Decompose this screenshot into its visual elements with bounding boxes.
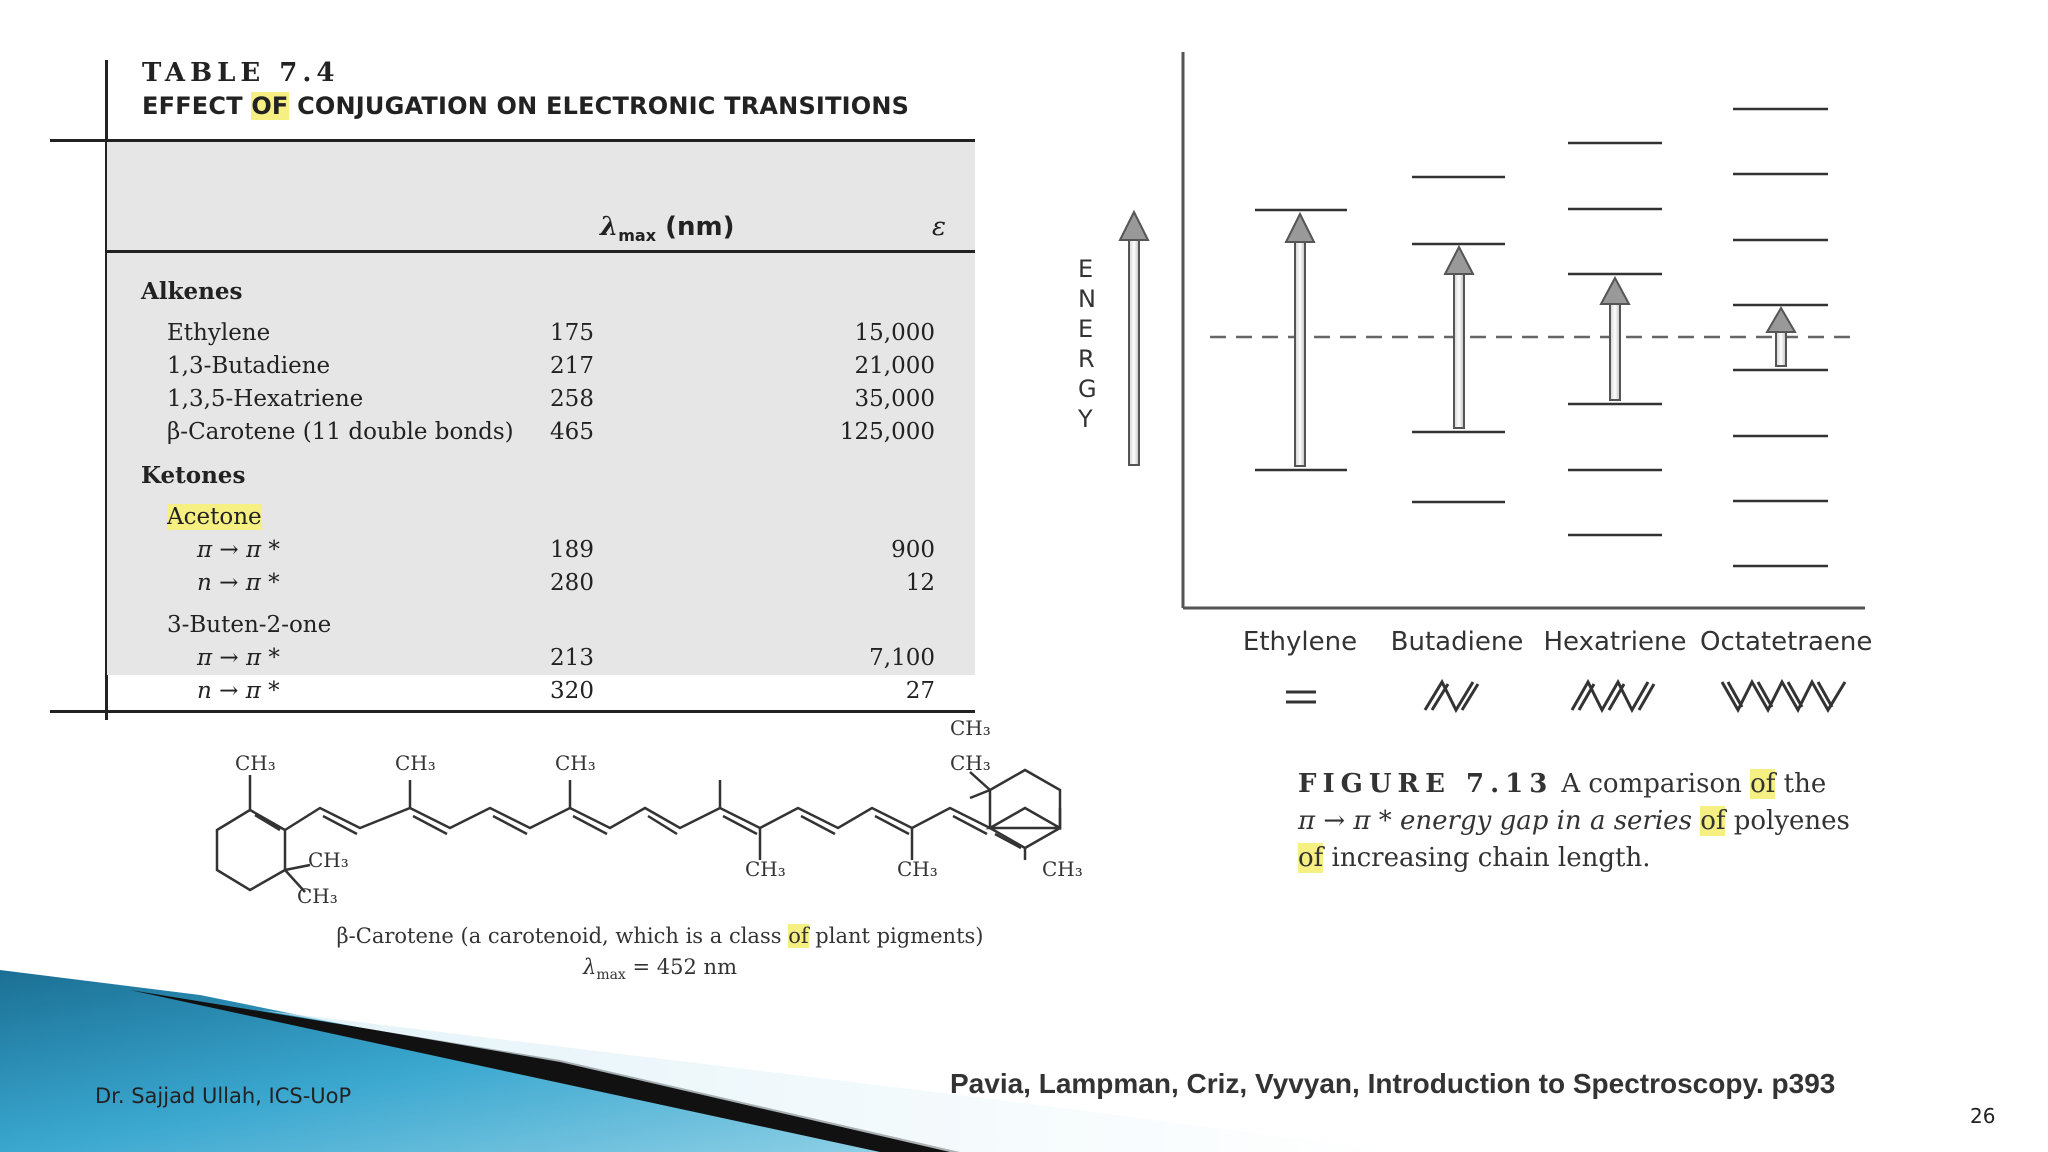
polyene-structures bbox=[1260, 670, 1900, 730]
compound-name: Ethylene bbox=[167, 320, 271, 346]
polyene-chain bbox=[285, 808, 990, 830]
group-alkenes bbox=[107, 278, 975, 310]
octatetraene-structure bbox=[1722, 682, 1845, 710]
caption-highlight: of bbox=[1298, 843, 1324, 873]
lambda-subscript: max bbox=[596, 967, 626, 984]
caption-text: polyenes bbox=[1725, 806, 1850, 836]
table-title bbox=[142, 92, 909, 120]
butadiene-levels bbox=[1412, 177, 1505, 502]
table-row bbox=[107, 612, 975, 644]
table-row bbox=[107, 678, 975, 710]
epsilon-value: 12 bbox=[905, 570, 935, 596]
energy-axis-arrow bbox=[1120, 212, 1148, 465]
table-row bbox=[107, 645, 975, 675]
transition-name: n → π * bbox=[197, 678, 280, 704]
lambda-value: 258 bbox=[550, 386, 594, 412]
table-row bbox=[107, 386, 975, 418]
table-row bbox=[107, 419, 975, 451]
epsilon-value: 15,000 bbox=[854, 320, 935, 346]
lambda-value: 213 bbox=[550, 645, 594, 671]
compound-name: 1,3,5-Hexatriene bbox=[167, 386, 364, 412]
compound-name: 1,3-Butadiene bbox=[167, 353, 331, 379]
energy-axis-letter: N bbox=[1078, 285, 1096, 313]
lambda-value: 465 bbox=[550, 419, 594, 445]
epsilon-value: 27 bbox=[905, 678, 935, 704]
table-row bbox=[107, 353, 975, 385]
methyl-label: CH₃ bbox=[1042, 857, 1083, 881]
carotene-caption bbox=[280, 924, 1040, 948]
methyl-label: CH₃ bbox=[308, 848, 349, 872]
caption-text: increasing chain length. bbox=[1323, 843, 1651, 873]
transition-name: π → π * bbox=[197, 645, 280, 671]
group-ketones bbox=[107, 462, 975, 494]
energy-level-diagram bbox=[1050, 40, 1880, 620]
author-credit: Dr. Sajjad Ullah, ICS-UoP bbox=[95, 1084, 352, 1108]
lambda-value: 189 bbox=[550, 537, 594, 563]
lambda-value: 217 bbox=[550, 353, 594, 379]
caption-highlight: of bbox=[788, 924, 809, 948]
table-title-highlight: OF bbox=[251, 92, 289, 120]
lambda-value: 280 bbox=[550, 570, 594, 596]
compound-name-acetone: Acetone bbox=[167, 504, 262, 530]
left-ring bbox=[217, 810, 285, 890]
methyl-label: CH₃ bbox=[555, 751, 596, 775]
beta-carotene-structure bbox=[200, 710, 1100, 920]
footer-decoration bbox=[0, 950, 2048, 1152]
caption-highlight: of bbox=[1750, 769, 1776, 799]
lambda-symbol: λ bbox=[600, 212, 619, 242]
epsilon-value: 35,000 bbox=[854, 386, 935, 412]
lambda-value: 320 bbox=[550, 678, 594, 704]
source-reference: Pavia, Lampman, Criz, Vyvyan, Introduction to Spectroscopy. p393 bbox=[950, 1068, 1836, 1099]
energy-axis-letter: E bbox=[1078, 315, 1094, 343]
butadiene-structure bbox=[1425, 682, 1478, 710]
energy-axis-letter: Y bbox=[1078, 405, 1093, 433]
caption-text: plant pigments) bbox=[808, 924, 984, 948]
lambda-value: 175 bbox=[550, 320, 594, 346]
molecule-label-octatetraene: Octatetraene bbox=[1700, 627, 1873, 657]
column-header-lambda bbox=[600, 212, 734, 245]
methyl-label: CH₃ bbox=[297, 884, 338, 908]
table-row bbox=[107, 504, 975, 536]
compound-name: β-Carotene (11 double bonds) bbox=[167, 419, 514, 445]
table-body bbox=[107, 142, 975, 675]
caption-highlight: of bbox=[1700, 806, 1726, 836]
epsilon-value: 21,000 bbox=[854, 353, 935, 379]
compound-name: 3-Buten-2-one bbox=[167, 612, 332, 638]
table-row bbox=[107, 320, 975, 352]
methyl-label: CH₃ bbox=[395, 751, 436, 775]
figure-caption bbox=[1298, 766, 1858, 877]
lambda-symbol: λ bbox=[583, 955, 597, 979]
table-label: TABLE 7.4 bbox=[142, 58, 340, 88]
molecule-label-butadiene: Butadiene bbox=[1390, 627, 1524, 657]
lambda-unit: (nm) bbox=[656, 212, 735, 242]
epsilon-value: 7,100 bbox=[869, 645, 935, 671]
group-label: Alkenes bbox=[141, 278, 243, 305]
caption-text: the bbox=[1775, 769, 1827, 799]
hexatriene-structure bbox=[1572, 682, 1654, 710]
table-row bbox=[107, 570, 975, 602]
table-title-part: EFFECT bbox=[142, 92, 252, 120]
column-header-epsilon: ε bbox=[932, 212, 946, 242]
methyl-label: CH₃ bbox=[950, 751, 991, 775]
energy-axis-letter: R bbox=[1078, 345, 1095, 373]
slide-number: 26 bbox=[1970, 1104, 1996, 1128]
transition-name: n → π * bbox=[197, 570, 280, 596]
caption-text: β-Carotene (a carotenoid, which is a class bbox=[336, 924, 789, 948]
epsilon-value: 900 bbox=[891, 537, 935, 563]
caption-text: A comparison bbox=[1561, 769, 1751, 799]
methyl-label: CH₃ bbox=[745, 857, 786, 881]
table-row bbox=[107, 537, 975, 569]
molecule-label-hexatriene: Hexatriene bbox=[1543, 627, 1687, 657]
methyl-label: CH₃ bbox=[950, 716, 991, 740]
transition-name: π → π * bbox=[197, 537, 280, 563]
methyl-label: CH₃ bbox=[235, 751, 276, 775]
table-title-part: CONJUGATION ON ELECTRONIC TRANSITIONS bbox=[288, 92, 910, 120]
caption-text: π → π * energy gap in a series bbox=[1298, 806, 1701, 836]
energy-axis-letter: E bbox=[1078, 255, 1094, 283]
hexatriene-levels bbox=[1568, 143, 1662, 535]
ethylene-structure bbox=[1286, 692, 1316, 702]
group-label: Ketones bbox=[141, 462, 246, 489]
epsilon-value: 125,000 bbox=[839, 419, 935, 445]
lambda-subscript: max bbox=[618, 226, 657, 246]
ethylene-levels bbox=[1255, 210, 1347, 470]
table-header-rule bbox=[107, 250, 975, 253]
energy-axis-letter: G bbox=[1078, 375, 1097, 403]
methyl-label: CH₃ bbox=[897, 857, 938, 881]
lambda-value: = 452 nm bbox=[625, 955, 737, 979]
figure-label: FIGURE 7.13 bbox=[1298, 769, 1554, 799]
table-7-4 bbox=[50, 50, 975, 715]
molecule-label-ethylene: Ethylene bbox=[1242, 627, 1358, 657]
